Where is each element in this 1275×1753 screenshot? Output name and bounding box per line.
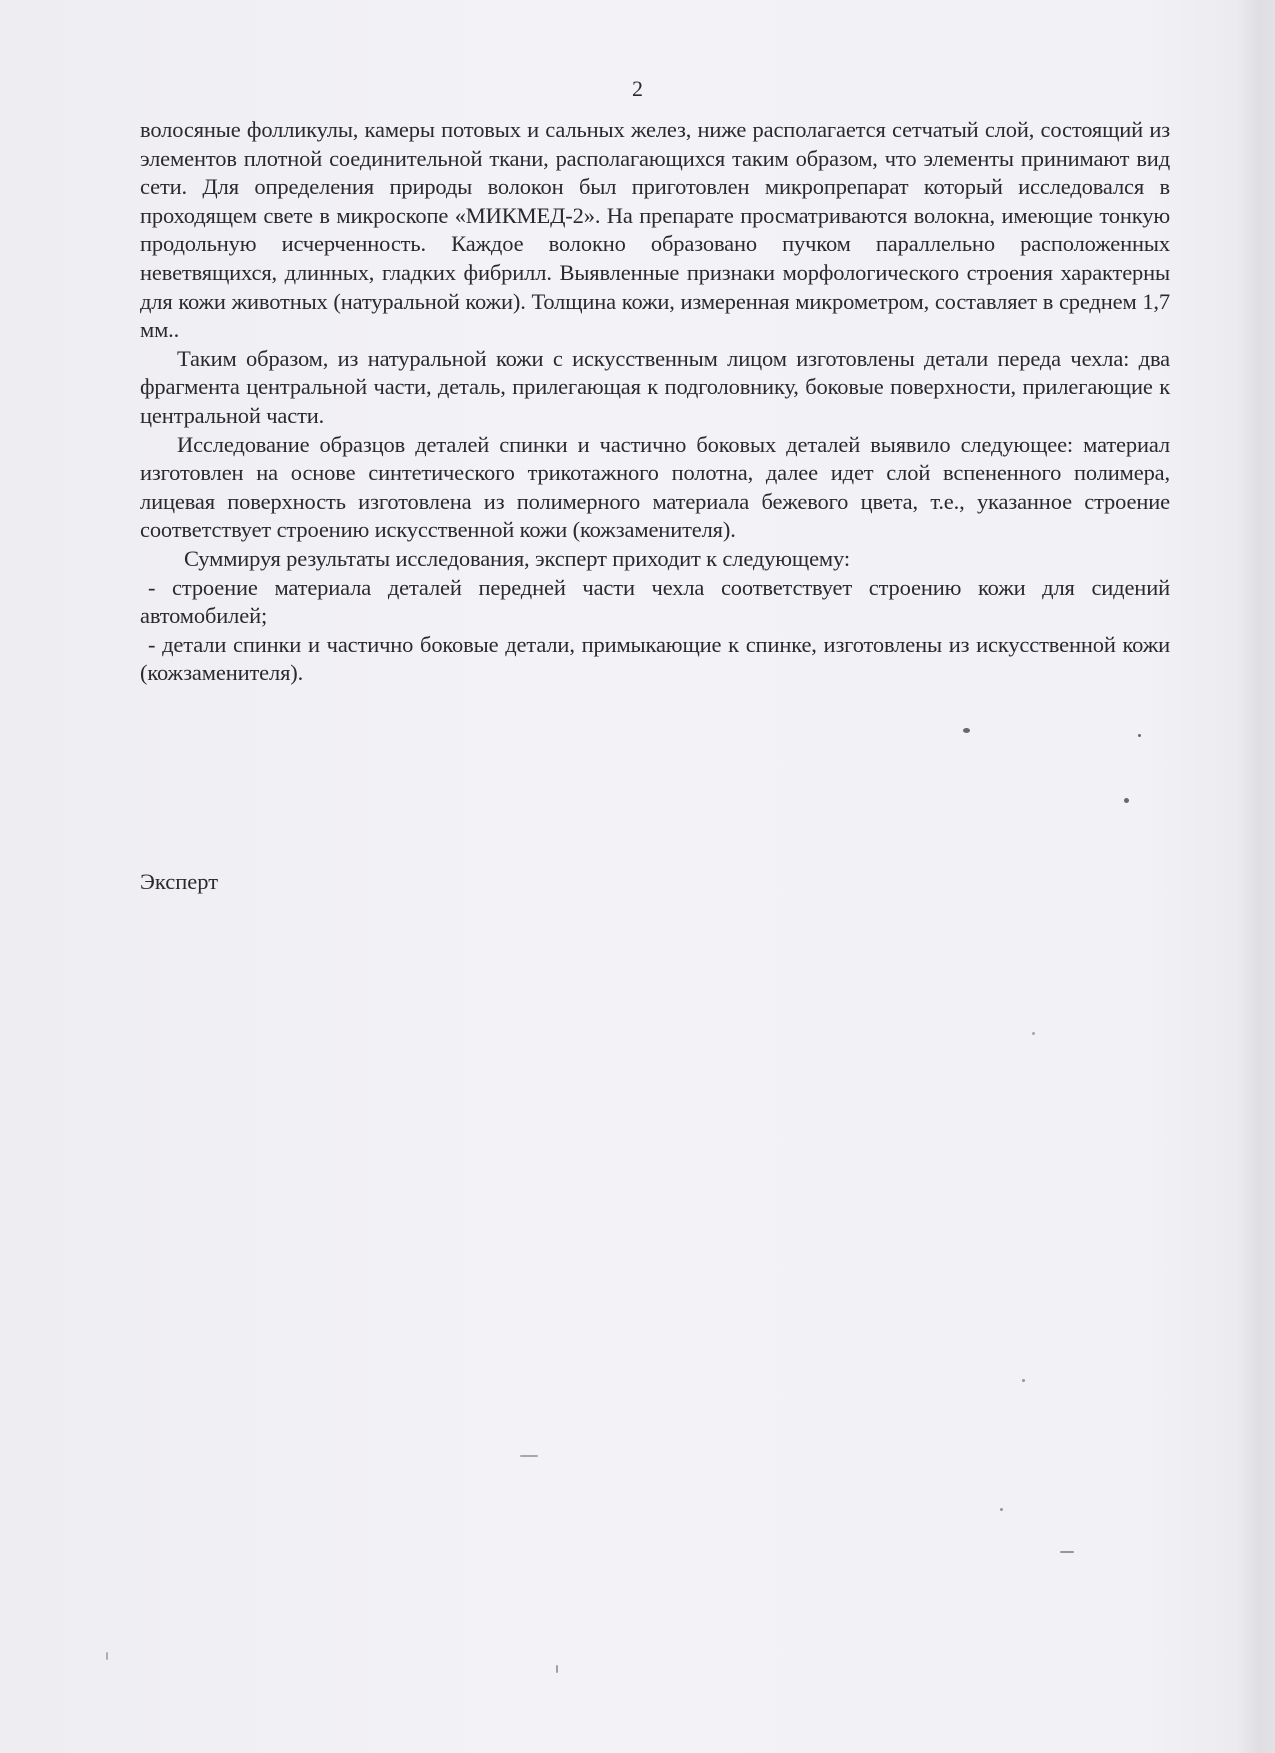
scan-speck (1138, 734, 1141, 737)
signature-label: Эксперт (140, 869, 219, 894)
document-body (140, 116, 1170, 688)
page-number: 2 (632, 76, 643, 101)
conclusion-item-back: - детали спинки и частично боковые детали, примыкающие к спинке, изготовлены из искусственной кожи (кожзаменителя). (140, 631, 1170, 686)
paragraph-back-parts-study: Исследование образцов деталей спинки и частично боковых деталей выявило следующее: материал изготовлен на основе синтетического трикотажного полотна, далее идет слой вспененного полимера, лицевая поверхность изготовлена из полимерного материала бежевого цвета, т.е., указанное строение соответствует строению искусственной кожи (кожзаменителя). (140, 431, 1170, 543)
scan-speck (1022, 1379, 1025, 1382)
conclusion-item-front: - строение материала деталей передней части чехла соответствует строению кожи для сидений автомобилей; (140, 574, 1170, 629)
paragraph-natural-leather-conclusion: Таким образом, из натуральной кожи с искусственным лицом изготовлены детали переда чехла: два фрагмента центральной части, деталь, прилегающая к подголовнику, боковые поверхности, прилегающие к центральной части. (140, 345, 1170, 428)
scan-speck (1032, 1032, 1035, 1035)
scan-speck (520, 1455, 538, 1457)
paragraph-continuation: волосяные фолликулы, камеры потовых и сальных желез, ниже располагается сетчатый слой, состоящий из элементов плотной соединительной ткани, располагающихся таким образом, что элементы принимают вид сети. Для определения природы волокон был приготовлен микропрепарат который исследовался в проходящем свете в микроскопе «МИКМЕД-2». На препарате просматриваются волокна, имеющие тонкую продольную исчерченность. Каждое волокно образовано пучком параллельно расположенных неветвящихся, длинных, гладких фибрилл. Выявленные признаки морфологического строения характерны для кожи животных (натуральной кожи). Толщина кожи, измеренная микрометром, составляет в среднем 1,7 мм.. (140, 117, 1170, 343)
scan-speck (556, 1665, 558, 1673)
scan-speck (1124, 798, 1129, 803)
paragraph-summary-lead: Суммируя результаты исследования, эксперт приходит к следующему: (184, 545, 850, 571)
scan-speck (1060, 1551, 1074, 1553)
page-edge-shadow (1237, 0, 1275, 1753)
scan-speck (1000, 1508, 1003, 1511)
scan-speck (963, 728, 970, 733)
scan-speck (106, 1652, 108, 1660)
